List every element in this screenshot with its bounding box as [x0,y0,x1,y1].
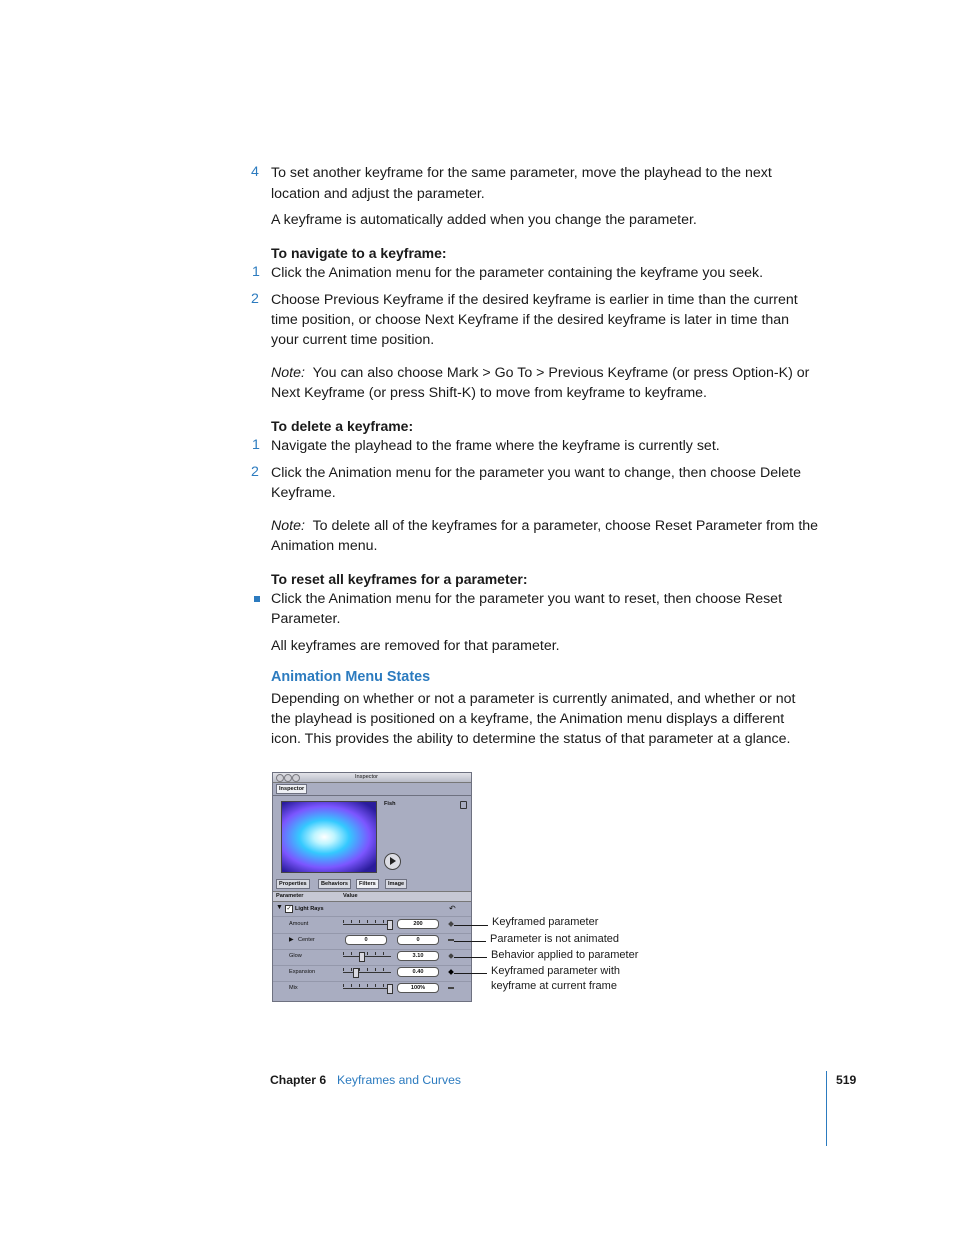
param-row-center [273,933,471,950]
callout-label: keyframe at current frame [491,980,617,992]
inspector-screenshot [272,772,472,1002]
task-heading-reset: To reset all keyframes for a parameter: [271,571,528,587]
callout-leader [454,973,487,974]
not-animated-dash-icon[interactable] [448,987,454,989]
slider-knob[interactable] [359,952,365,962]
callout-label: Behavior applied to parameter [491,949,639,961]
param-label: Glow [289,953,302,959]
note [271,363,809,383]
step-text-line: Click the Animation menu for the parameter containing the keyframe you seek. [271,265,764,281]
window-title: Inspector [355,774,379,780]
note-text-line: You can also choose Mark > Go To > Previous Keyframe (or press Option-K) or [312,365,810,381]
param-row-amount [273,917,471,934]
callout-leader [454,941,486,942]
page-number: 519 [836,1073,857,1087]
step-text-line: Click the Animation menu for the parameter you want to change, then choose Delete [271,465,801,481]
play-icon[interactable] [384,853,401,870]
step-result: A keyframe is automatically added when you change the parameter. [271,212,697,228]
callout-label: Parameter is not animated [490,933,620,945]
column-header [273,891,471,902]
param-row-mix [273,981,471,997]
note-text-line: Next Keyframe (or press Shift-K) to move from keyframe to keyframe. [271,385,707,401]
note [271,516,818,536]
step-number: 1 [252,264,260,280]
step-text-line: your current time position. [271,332,435,348]
behavior-icon[interactable] [448,953,454,959]
tab-behaviors[interactable]: Behaviors [318,879,351,889]
footer-rule [826,1071,827,1146]
slider-knob[interactable] [387,984,393,994]
task-heading-delete: To delete a keyframe: [271,418,414,434]
amount-slider[interactable] [343,924,391,925]
callout-label: Keyframed parameter with [491,965,620,977]
step-text-line: time position, or choose Next Keyframe if the desired keyframe is later in time than [271,312,790,328]
step-text-line: Navigate the playhead to the frame where the keyframe is currently set. [271,438,720,454]
param-label: Amount [289,921,309,927]
glow-slider[interactable] [343,956,391,957]
section-text-line: icon. This provides the ability to determine the status of that parameter at a glance. [271,731,791,747]
value-field[interactable]: 200 [397,919,439,929]
lock-icon[interactable] [460,801,467,809]
filter-group-label: Light Rays [295,906,324,912]
note-label: Note: [271,518,305,534]
section-text-line: Depending on whether or not a parameter is currently animated, and whether or not [271,691,796,707]
step-number: 4 [251,164,259,180]
note-text-line: To delete all of the keyframes for a parameter, choose Reset Parameter from the [312,518,819,534]
slider-ticks [343,984,391,987]
tab-inspector[interactable]: Inspector [276,784,307,794]
inspector-titlebar [273,773,471,783]
step-result: All keyframes are removed for that parameter. [271,638,560,654]
param-row-expansion [273,965,471,982]
close-window-icon[interactable] [276,774,284,782]
footer-chapter: Chapter 6 [270,1073,327,1087]
keyframed-diamond-icon[interactable] [448,921,454,927]
bullet-text-line: Click the Animation menu for the parameter you want to reset, then choose Reset [271,591,783,607]
keyframe-at-frame-diamond-icon[interactable] [448,969,454,975]
param-row-glow [273,949,471,966]
step-number: 2 [251,291,259,307]
step-text-line: location and adjust the parameter. [271,186,485,202]
section-text-line: the playhead is positioned on a keyframe, the Animation menu displays a different [271,711,785,727]
step-number: 1 [252,437,260,453]
callout-label: Keyframed parameter [492,916,599,928]
step-text-line: To set another keyframe for the same parameter, move the playhead to the next [271,165,772,181]
value-field[interactable]: 100% [397,983,439,993]
slider-knob[interactable] [387,920,393,930]
value-field[interactable]: 0.40 [397,967,439,977]
footer-chapter-title: Keyframes and Curves [337,1073,461,1087]
task-heading-navigate: To navigate to a keyframe: [271,245,447,261]
value-field-y[interactable]: 0 [397,935,439,945]
slider-ticks [343,920,391,923]
slider-knob[interactable] [353,968,359,978]
enable-checkbox[interactable]: ✓ [286,906,292,912]
column-value: Value [343,893,358,899]
note-label: Note: [271,365,305,381]
reset-arrow-icon[interactable]: ↶ [449,904,456,913]
object-name: Fish [384,801,396,807]
expansion-slider[interactable] [343,972,391,973]
filter-group-row[interactable] [273,902,471,917]
bullet-icon [254,596,260,602]
mix-slider[interactable] [343,988,391,989]
tab-divider [273,795,471,796]
slider-ticks [343,952,391,955]
minimize-window-icon[interactable] [284,774,292,782]
param-label: Expansion [289,969,316,975]
callout-leader [454,957,487,958]
value-field-x[interactable]: 0 [345,935,387,945]
callout-leader [454,925,488,926]
zoom-window-icon[interactable] [292,774,300,782]
tab-properties[interactable]: Properties [276,879,310,889]
slider-ticks [343,968,391,971]
param-label: Center [298,937,315,943]
section-title: Animation Menu States [271,669,431,685]
preview-thumbnail [281,801,377,873]
tab-image[interactable]: Image [385,879,407,889]
disclosure-triangle-icon[interactable]: ▶ [289,937,294,943]
disclosure-triangle-icon[interactable]: ▼ [276,904,283,911]
tab-filters[interactable]: Filters [356,879,379,889]
bullet-text-line: Parameter. [271,611,341,627]
step-text-line: Keyframe. [271,485,336,501]
value-field[interactable]: 3.10 [397,951,439,961]
note-text-line: Animation menu. [271,538,378,554]
column-parameter: Parameter [276,893,304,899]
step-number: 2 [251,464,259,480]
step-text-line: Choose Previous Keyframe if the desired keyframe is earlier in time than the current [271,292,798,308]
param-label: Mix [289,985,298,991]
